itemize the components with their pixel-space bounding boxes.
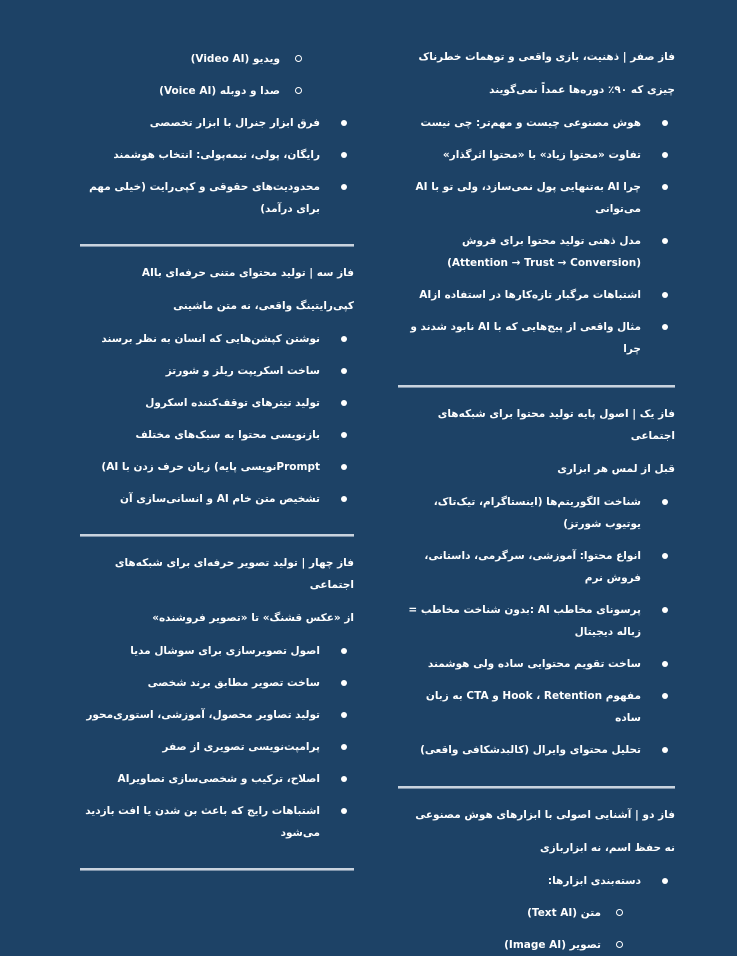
- phase2-sublist: [398, 902, 675, 956]
- list-item: ساخت تقویم محتوایی ساده ولی هوشمند: [398, 653, 675, 675]
- list-item: تصویر (Image AI): [398, 934, 675, 956]
- list-item: متن (Text AI): [398, 902, 675, 924]
- phase1-subtitle: قبل از لمس هر ابزاری: [557, 463, 675, 475]
- list-item: بازنویسی محتوا به سبک‌های مختلف: [80, 424, 354, 446]
- phase1-title: فاز یک | اصول پایه تولید محتوا برای شبکه‌های اجتماعی: [437, 408, 675, 442]
- list-item: تحلیل محتوای وایرال (کالبدشکافی واقعی): [398, 739, 675, 761]
- right-column: [398, 0, 675, 956]
- list-item: انواع محتوا: آموزشی، سرگرمی، داستانی، فروش نرم: [398, 545, 675, 589]
- list-item: مفهوم Hook ، Retention و CTA به زبان ساده: [398, 685, 675, 729]
- left-column: [80, 0, 354, 871]
- section-divider: [80, 868, 354, 871]
- phase2-title: فاز دو | آشنایی اصولی با ابزارهای هوش مصنوعی: [415, 809, 675, 821]
- list-item: Prompt‌نویسی پایه) زبان حرف زدن با AI): [80, 456, 354, 478]
- phase2-sublist-cont: [80, 48, 354, 102]
- list-item: اصلاح، ترکیب و شخصی‌سازی تصاویرAI: [80, 768, 354, 790]
- list-item: دسته‌بندی ابزارها:: [398, 870, 675, 892]
- phase4-list: [80, 640, 354, 844]
- phase0-subtitle: چیزی که ۹۰٪ دوره‌ها عمداً نمی‌گویند: [489, 84, 675, 96]
- list-item: تفاوت «محتوا زیاد» با «محتوا اثرگذار»: [398, 144, 675, 166]
- phase1-list: [398, 491, 675, 761]
- phase0-section: [398, 0, 675, 360]
- phase2-subtitle: نه حفظ اسم، نه ابزاربازی: [539, 842, 675, 854]
- list-item: تشخیص متن خام AI و انسانی‌سازی آن: [80, 488, 354, 510]
- list-item: مثال واقعی از پیج‌هایی که با AI نابود شدند و چرا: [398, 316, 675, 360]
- list-item: رایگان، پولی، نیمه‌پولی: انتخاب هوشمند: [80, 144, 354, 166]
- list-item: اشتباهات مرگبار تازه‌کارها در استفاده ازAI: [398, 284, 675, 306]
- list-item: ساخت اسکریپت ریلز و شورتز: [80, 360, 354, 382]
- list-item: صدا و دوبله (Voice AI): [80, 80, 354, 102]
- list-item: پرسونای مخاطب AI :بدون شناخت مخاطب = زباله دیجیتال: [398, 599, 675, 643]
- phase3-section: [80, 247, 354, 510]
- phase0-list: [398, 112, 675, 360]
- phase4-subtitle: از «عکس قشنگ» تا «تصویر فروشنده»: [152, 612, 354, 624]
- phase4-section: [80, 537, 354, 844]
- list-item: فرق ابزار جنرال با ابزار تخصصی: [80, 112, 354, 134]
- phase1-section: [398, 388, 675, 761]
- list-item: پرامپت‌نویسی تصویری از صفر: [80, 736, 354, 758]
- phase2-continued: [80, 0, 354, 220]
- list-item: نوشتن کپشن‌هایی که انسان به نظر برسند: [80, 328, 354, 350]
- phase2-list: [398, 870, 675, 892]
- list-item: چرا AI به‌تنهایی پول نمی‌سازد، ولی تو با AI می‌توانی: [398, 176, 675, 220]
- phase3-list: [80, 328, 354, 510]
- phase3-subtitle: کپی‌رایتینگ واقعی، نه متن ماشینی: [173, 300, 354, 312]
- list-item: ویدیو (Video AI): [80, 48, 354, 70]
- phase0-title: فاز صفر | ذهنیت، بازی واقعی و توهمات خطرناک: [418, 51, 675, 63]
- list-item: مدل ذهنی تولید محتوا برای فروش (Attention → Trust → Conversion): [398, 230, 675, 274]
- phase4-title: فاز چهار | تولید تصویر حرفه‌ای برای شبکه‌های اجتماعی: [114, 557, 354, 591]
- list-item: شناخت الگوریتم‌ها (اینستاگرام، تیک‌تاک، یوتیوب شورتز): [398, 491, 675, 535]
- list-item: تولید تصاویر محصول، آموزشی، استوری‌محور: [80, 704, 354, 726]
- list-item: تولید تیترهای توقف‌کننده اسکرول: [80, 392, 354, 414]
- list-item: اشتباهات رایج که باعث بن شدن یا افت بازدید می‌شود: [80, 800, 354, 844]
- list-item: اصول تصویرسازی برای سوشال مدیا: [80, 640, 354, 662]
- phase2-list-cont: [80, 112, 354, 220]
- phase2-section: [398, 789, 675, 956]
- list-item: ساخت تصویر مطابق برند شخصی: [80, 672, 354, 694]
- list-item: محدودیت‌های حقوقی و کپی‌رایت (خیلی مهم برای درآمد): [80, 176, 354, 220]
- phase3-title: فاز سه | تولید محتوای متنی حرفه‌ای باAI: [141, 267, 354, 279]
- list-item: هوش مصنوعی چیست و مهم‌تر: چی نیست: [398, 112, 675, 134]
